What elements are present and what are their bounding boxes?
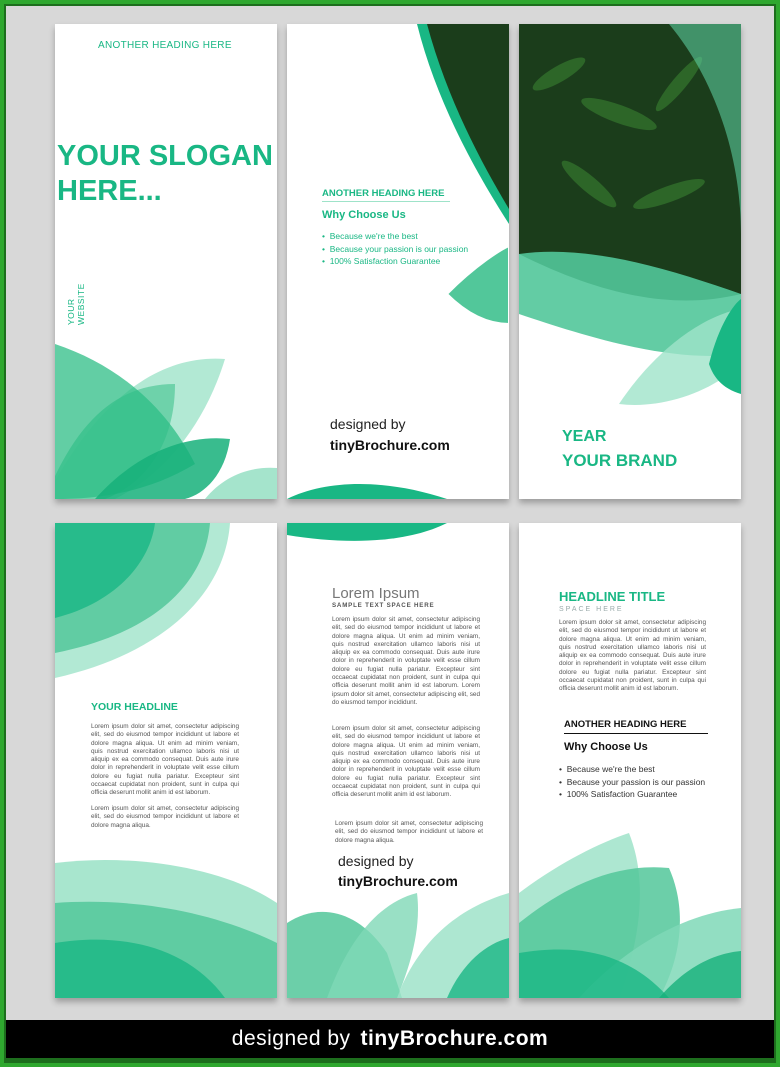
slogan-line1: YOUR SLOGAN	[57, 140, 273, 172]
panel6-title: HEADLINE TITLE	[559, 589, 666, 604]
panel5-title: Lorem Ipsum	[332, 585, 420, 602]
panel-inside-left	[55, 523, 277, 998]
footer-brand: tinyBrochure.com	[360, 1027, 549, 1050]
bullet-item: • 100% Satisfaction Guarantee	[559, 788, 705, 801]
bullet-item: • 100% Satisfaction Guarantee	[322, 255, 468, 268]
panel6-subheading: Why Choose Us	[564, 741, 648, 753]
panel4-paragraph: Lorem ipsum dolor sit amet, consectetur adipiscing elit, sed do eiusmod tempor incididunt ut labore et dolore magna aliqua.	[91, 805, 239, 829]
panel-inside-middle	[287, 523, 509, 998]
bullet-item: • Because we're the best	[559, 763, 705, 776]
slogan-line2: HERE...	[57, 175, 162, 207]
panel2-heading: ANOTHER HEADING HERE	[322, 188, 450, 202]
panel5-subtitle: SAMPLE TEXT SPACE HERE	[332, 602, 435, 609]
brand-name: tinyBrochure.com	[330, 437, 450, 453]
footer-banner	[6, 1020, 774, 1058]
designed-by-label: designed by	[338, 853, 414, 869]
fern-photo	[519, 24, 741, 499]
panel1-heading: ANOTHER HEADING HERE	[98, 40, 232, 51]
website-label: YOUR WEBSITE	[66, 283, 86, 325]
designed-by-label: designed by	[330, 416, 406, 432]
panel4-paragraph: Lorem ipsum dolor sit amet, consectetur adipiscing elit, sed do eiusmod tempor incididunt ut labore et dolore magna aliqua. Ut enim ad minim veniam, quis nostrud exercitation ullamco laboris nisi ut aliquip ex ea commodo consequat. Duis aute irure dolor in reprehenderit in voluptate velit esse cillum dolore eu fugiat nulla pariatur. Excepteur sint occaecat cupidatat non proident, sunt in culpa qui officia deserunt mollit anim id est laborum.	[91, 723, 239, 797]
panel6-bullets	[559, 763, 705, 801]
panel5-paragraph: Lorem ipsum dolor sit amet, consectetur adipiscing elit, sed do eiusmod tempor incididunt ut labore et dolore magna aliqua. Ut enim ad minim veniam, quis nostrud exercitation ullamco laboris nisi ut aliquip ex ea commodo consequat. Duis aute irure dolor in reprehenderit in voluptate velit esse cillum dolore eu fugiat nulla pariatur. Excepteur sint occaecat cupidatat non proident, sunt in culpa qui officia deserunt mollit anim id est laborum.	[332, 725, 480, 799]
panel5-paragraph: Lorem ipsum dolor sit amet, consectetur adipiscing elit, sed do eiusmod tempor incididunt ut labore et dolore magna aliqua. Ut enim ad minim veniam, quis nostrud exercitation ullamco laboris nisi ut aliquip ex ea commodo consequat. Duis aute irure dolor in reprehenderit in voluptate velit esse cillum dolore eu fugiat nulla pariatur. Excepteur sint occaecat cupidatat non proident, sunt in culpa qui officia deserunt mollit anim id est laborum. Lorem ipsum dolor sit amet, consectetur adipiscing elit, sed do eiusmod tempor incididunt.	[332, 616, 480, 706]
panel6-paragraph: Lorem ipsum dolor sit amet, consectetur adipiscing elit, sed do eiusmod tempor incididunt ut labore et dolore magna aliqua. Ut enim ad minim veniam, quis nostrud exercitation ullamco laboris nisi ut aliquip ex ea commodo consequat. Duis aute irure dolor in reprehenderit in voluptate velit esse cillum dolore eu fugiat nulla pariatur. Excepteur sint occaecat cupidatat non proident, sunt in culpa qui officia deserunt mollit anim id est laborum.	[559, 619, 706, 693]
panel-cover-middle	[287, 24, 509, 499]
panel-cover-left	[55, 24, 277, 499]
bullet-item: • Because your passion is our passion	[322, 243, 468, 256]
year-label: YEAR	[562, 428, 607, 445]
bullet-item: • Because we're the best	[322, 230, 468, 243]
bullet-item: • Because your passion is our passion	[559, 776, 705, 789]
footer-designed-by: designed by	[231, 1027, 351, 1050]
panel4-headline: YOUR HEADLINE	[91, 701, 178, 713]
panel5-paragraph: Lorem ipsum dolor sit amet, consectetur adipiscing elit, sed do eiusmod tempor incididunt ut labore et dolore magna aliqua.	[335, 820, 483, 844]
panel-cover-right	[519, 24, 741, 499]
brand-label: YOUR BRAND	[562, 451, 678, 470]
brand-name: tinyBrochure.com	[338, 873, 458, 889]
petal-decoration	[55, 24, 277, 499]
panel6-heading: ANOTHER HEADING HERE	[564, 719, 708, 734]
panel2-bullets	[322, 230, 468, 268]
panel-inside-right	[519, 523, 741, 998]
panel2-subheading: Why Choose Us	[322, 209, 406, 221]
brochure-canvas	[6, 6, 774, 1020]
panel6-subtitle: SPACE HERE	[559, 606, 624, 613]
